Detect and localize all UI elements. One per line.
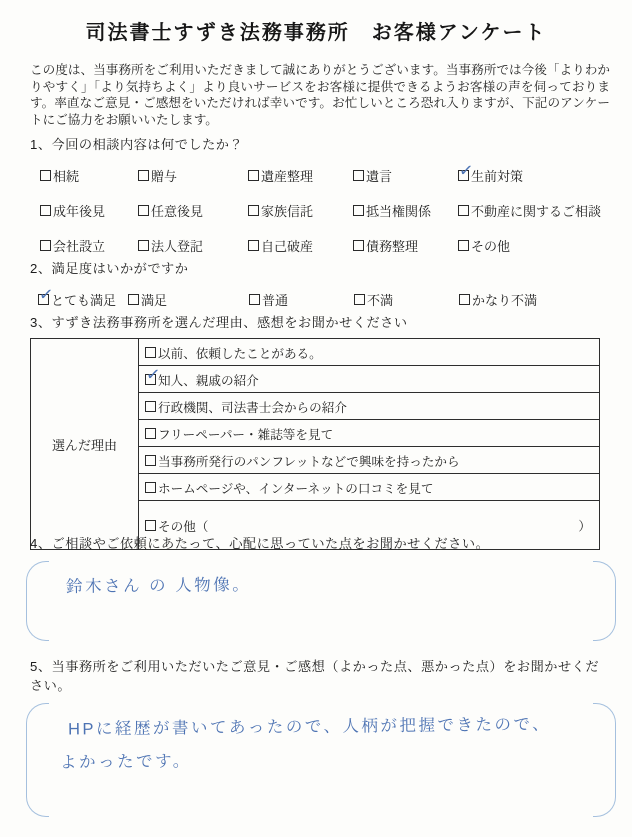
reason-table xyxy=(30,338,600,550)
reason-option xyxy=(145,363,593,389)
reason-option xyxy=(145,516,593,535)
option-label: 自己破産 xyxy=(261,239,314,254)
checkmark-icon: ✓ xyxy=(38,284,55,305)
option-label: 遺言 xyxy=(366,169,393,184)
option-label: 会社設立 xyxy=(53,239,106,254)
q2-option-4[interactable] xyxy=(354,290,459,309)
q2-option-5[interactable] xyxy=(459,290,612,309)
checkbox-icon[interactable] xyxy=(458,240,469,251)
question-3-label: 3、すずき法務事務所を選んだ理由、感想をお聞かせください xyxy=(30,315,408,330)
reason-option xyxy=(145,343,593,362)
intro-paragraph: この度は、当事務所をご利用いただきまして誠にありがとうございます。当事務所では今後「よりわかりやすく」「より気持ちよく」より良いサービスをお客様に提供できるようお客様の声を伺っております。率直なご意見・ご感想をいただければ幸いです。お忙しいところ恐れ入りますが、下記のアンケートにご協力をお願いいたします。 xyxy=(30,63,610,127)
checkbox-icon[interactable] xyxy=(248,240,259,251)
option-label: 法人登記 xyxy=(151,239,204,254)
option-label: 生前対策 xyxy=(471,169,524,184)
reason-option xyxy=(145,397,593,416)
option-label: 相続 xyxy=(53,169,80,184)
right-parenthesis-decoration xyxy=(593,703,616,817)
q1-option-9[interactable] xyxy=(353,201,458,220)
checkbox-icon[interactable] xyxy=(40,240,51,251)
checkbox-icon[interactable] xyxy=(458,205,469,216)
option-label: とても満足 xyxy=(51,293,117,308)
option-label: かなり不満 xyxy=(472,293,538,308)
question-2-options xyxy=(38,284,612,309)
option-label: 債務整理 xyxy=(366,239,419,254)
q1-option-4[interactable] xyxy=(353,166,458,185)
option-label: 任意後見 xyxy=(151,204,204,219)
reason-cell[interactable] xyxy=(139,393,600,420)
option-label: 贈与 xyxy=(151,169,178,184)
question-1-section xyxy=(30,134,612,255)
option-label: 普通 xyxy=(262,293,289,308)
checkbox-icon[interactable] xyxy=(145,363,162,385)
right-parenthesis-decoration xyxy=(593,561,616,641)
q1-option-5[interactable] xyxy=(458,160,612,185)
reason-label: 知人、親戚の紹介 xyxy=(158,373,259,388)
checkbox-icon[interactable] xyxy=(248,170,259,181)
reason-cell[interactable] xyxy=(139,363,600,393)
question-4-answer-area[interactable] xyxy=(30,561,612,641)
question-4-label: 4、ご相談やご依頼にあたって、心配に思っていた点をお聞かせください。 xyxy=(30,536,490,551)
checkbox-icon[interactable] xyxy=(138,205,149,216)
reason-table-row-header: 選んだ理由 xyxy=(31,339,139,550)
q1-option-1[interactable] xyxy=(40,166,138,185)
checkbox-icon[interactable] xyxy=(458,160,475,181)
q1-option-13[interactable] xyxy=(248,236,353,255)
option-label: 不動産に関するご相談 xyxy=(471,204,602,219)
checkbox-icon[interactable] xyxy=(354,294,365,305)
reason-cell[interactable] xyxy=(139,447,600,474)
option-label: 家族信託 xyxy=(261,204,314,219)
reason-label: その他（ xyxy=(158,519,209,534)
checkbox-icon[interactable] xyxy=(248,205,259,216)
reason-option xyxy=(145,478,593,497)
checkbox-icon[interactable] xyxy=(145,428,156,439)
reason-cell[interactable] xyxy=(139,420,600,447)
question-3-section xyxy=(30,312,612,550)
option-label: 遺産整理 xyxy=(261,169,314,184)
checkbox-icon[interactable] xyxy=(38,284,55,305)
option-label: 不満 xyxy=(367,293,394,308)
reason-label: 当事務所発行のパンフレットなどで興味を持ったから xyxy=(158,454,460,469)
question-4-handwritten-answer: 鈴木さん の 人物像。 xyxy=(65,576,252,596)
option-label: その他 xyxy=(471,239,511,254)
left-parenthesis-decoration xyxy=(26,561,49,641)
reason-option xyxy=(145,451,593,470)
checkmark-icon: ✓ xyxy=(145,363,162,385)
reason-label: 以前、依頼したことがある。 xyxy=(158,346,322,361)
page-title: 司法書士すずき法務事務所 お客様アンケート xyxy=(85,22,547,44)
question-4-section xyxy=(30,533,612,641)
reason-cell[interactable] xyxy=(139,474,600,501)
q1-option-8[interactable] xyxy=(248,201,353,220)
reason-option xyxy=(145,424,593,443)
q1-option-2[interactable] xyxy=(138,166,248,185)
question-5-label: 5、当事務所をご利用いただいたご意見・ご感想（よかった点、悪かった点）をお聞かせください。 xyxy=(30,659,600,693)
reason-label: 行政機関、司法書士会からの紹介 xyxy=(158,400,347,415)
question-5-answer-area[interactable] xyxy=(30,703,612,817)
q2-option-1[interactable] xyxy=(38,284,128,309)
option-label: 抵当権関係 xyxy=(366,204,432,219)
checkbox-icon[interactable] xyxy=(353,205,364,216)
checkbox-icon[interactable] xyxy=(353,240,364,251)
question-1-label: 1、今回の相談内容は何でしたか？ xyxy=(30,137,244,152)
checkbox-icon[interactable] xyxy=(138,240,149,251)
checkbox-icon[interactable] xyxy=(145,520,156,531)
q1-option-6[interactable] xyxy=(40,201,138,220)
checkbox-icon[interactable] xyxy=(145,455,156,466)
left-parenthesis-decoration xyxy=(26,703,49,817)
reason-close-paren: ） xyxy=(578,519,591,534)
question-2-label: 2、満足度はいかがですか xyxy=(30,261,189,276)
checkbox-icon[interactable] xyxy=(459,294,470,305)
checkbox-icon[interactable] xyxy=(128,294,139,305)
q1-option-7[interactable] xyxy=(138,201,248,220)
question-1-options xyxy=(40,160,612,255)
q1-option-3[interactable] xyxy=(248,166,353,185)
q1-option-15[interactable] xyxy=(458,236,612,255)
question-5-handwritten-answer-line1: HPに経歴が書いてあったので、人柄が把握できたので、 xyxy=(67,715,552,739)
reason-label: フリーペーパー・雑誌等を見て xyxy=(158,427,334,442)
reason-cell[interactable] xyxy=(139,339,600,366)
checkbox-icon[interactable] xyxy=(249,294,260,305)
question-2-section xyxy=(30,258,612,309)
q1-option-10[interactable] xyxy=(458,201,612,220)
option-label: 成年後見 xyxy=(53,204,106,219)
checkbox-icon[interactable] xyxy=(145,401,156,412)
checkbox-icon[interactable] xyxy=(138,170,149,181)
q1-option-14[interactable] xyxy=(353,236,458,255)
checkbox-icon[interactable] xyxy=(40,170,51,181)
q1-option-12[interactable] xyxy=(138,236,248,255)
reason-label: ホームページや、インターネットの口コミを見て xyxy=(158,481,434,496)
q2-option-2[interactable] xyxy=(128,290,249,309)
checkbox-icon[interactable] xyxy=(353,170,364,181)
question-5-handwritten-answer-line2: よかったです。 xyxy=(59,752,192,772)
reason-row xyxy=(31,339,600,366)
checkbox-icon[interactable] xyxy=(145,347,156,358)
checkbox-icon[interactable] xyxy=(145,482,156,493)
option-label: 満足 xyxy=(141,293,168,308)
q1-option-11[interactable] xyxy=(40,236,138,255)
question-5-section xyxy=(30,656,612,817)
checkmark-icon: ✓ xyxy=(458,160,475,181)
checkbox-icon[interactable] xyxy=(40,205,51,216)
q2-option-3[interactable] xyxy=(249,290,354,309)
